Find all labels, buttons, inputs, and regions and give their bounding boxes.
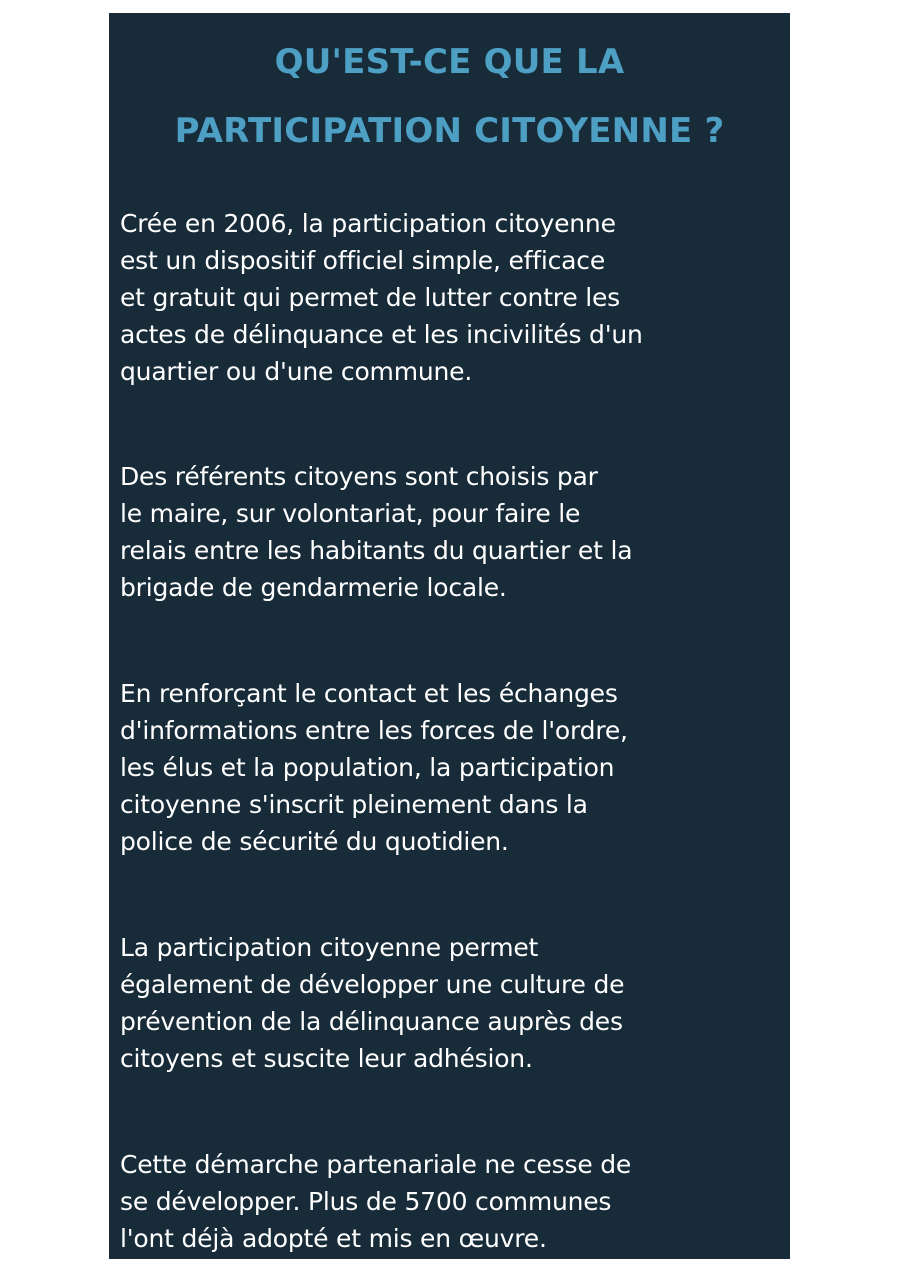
text-line: brigade de gendarmerie locale. [120,573,507,602]
text-line: l'ont déjà adopté et mis en œuvre. [120,1224,547,1253]
text-line: Crée en 2006, la participation citoyenne [120,209,616,238]
paragraph-contact [120,675,784,860]
text-line: le maire, sur volontariat, pour faire le [120,499,581,528]
title-line-1: QU'EST-CE QUE LA [274,42,625,82]
info-panel [109,13,790,1259]
text-line: Cette démarche partenariale ne cesse de [120,1150,632,1179]
paragraph-creation [120,205,784,390]
text-line: également de développer une culture de [120,970,625,999]
text-line: citoyens et suscite leur adhésion. [120,1044,533,1073]
text-line: les élus et la population, la participation [120,753,615,782]
text-line: et gratuit qui permet de lutter contre les [120,283,621,312]
paragraph-prevention [120,929,784,1077]
paragraph-adoption [120,1146,784,1257]
text-line: se développer. Plus de 5700 communes [120,1187,612,1216]
text-line: police de sécurité du quotidien. [120,827,509,856]
title-line-2: PARTICIPATION CITOYENNE ? [174,111,725,151]
text-line: relais entre les habitants du quartier et la [120,536,633,565]
text-line: La participation citoyenne permet [120,933,539,962]
text-line: actes de délinquance et les incivilités d'un [120,320,643,349]
panel-title [109,43,790,151]
text-line: citoyenne s'inscrit pleinement dans la [120,790,588,819]
text-line: prévention de la délinquance auprès des [120,1007,623,1036]
text-line: est un dispositif officiel simple, efficace [120,246,606,275]
paragraph-referents [120,458,784,606]
text-line: En renforçant le contact et les échanges [120,679,618,708]
text-line: Des référents citoyens sont choisis par [120,462,598,491]
text-line: quartier ou d'une commune. [120,357,473,386]
text-line: d'informations entre les forces de l'ordre, [120,716,628,745]
